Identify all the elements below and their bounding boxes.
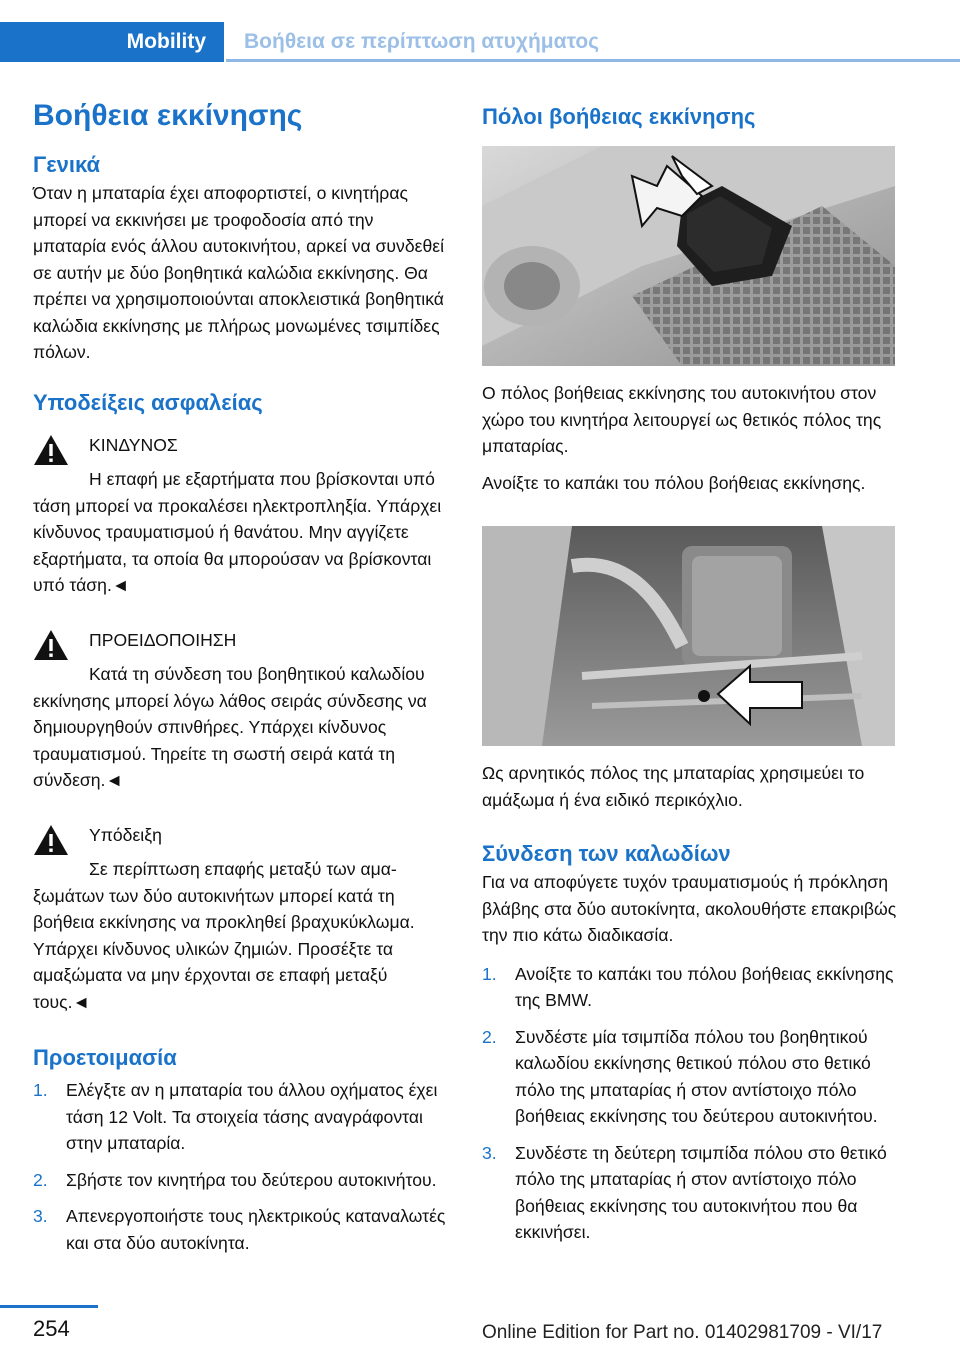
- warning-title: ΠΡΟΕΙΔΟΠΟΙΗΣΗ: [89, 629, 237, 650]
- list-item: [482, 961, 897, 1014]
- edition-text: Online Edition for Part no. 01402981709 - VI/17: [482, 1322, 883, 1343]
- engine-bay-photo-ground: [482, 526, 895, 746]
- warning-triangle-icon: [33, 824, 69, 856]
- warning-danger: [33, 432, 448, 599]
- list-number: 2.: [33, 1169, 48, 1190]
- list-item: [482, 1140, 897, 1246]
- negative-pole-text: Ως αρνητικός πόλος της μπαταρίας χρησιμεύει το αμάξωμα ή ένα ειδικό περικόχλιο.: [482, 763, 865, 810]
- list-text: Συνδέστε τη δεύτερη τσιμπίδα πόλου στο θετικό πόλο της μπαταρίας ή στον αντίστοιχο πόλο βοήθειας εκκίνησης του αυτοκινήτου που θα εκκινήσει.: [515, 1142, 887, 1242]
- list-item: [33, 1203, 448, 1256]
- page-number: 254: [33, 1316, 70, 1341]
- warning-triangle-icon: [33, 434, 69, 466]
- safety-heading: Υποδείξεις ασφαλείας: [33, 389, 263, 415]
- negative-ground-illustration: [482, 526, 895, 746]
- preparation-list: [33, 1077, 448, 1256]
- list-text: Ελέγξτε αν η μπαταρία του άλλου οχήματος έχει τάση 12 Volt. Τα στοιχεία τάσης αναγράφονται στην μπαταρία.: [66, 1080, 438, 1153]
- preparation-heading: Προετοιμασία: [33, 1045, 177, 1070]
- general-paragraph: Όταν η μπαταρία έχει αποφορτιστεί, ο κινητήρας μπορεί να εκκινήσει με τροφοδοσία από την μπαταρία ενός άλλου αυτοκινήτου, αρκεί να συνδεθεί σε αυτήν με δύο βοηθητικά καλώδια εκκίνησης. Θα πρέπει να χρησιμοποιούνται αποκλειστικά βοηθητικά καλώδια εκκίνησης με πλήρως μονωμένες τσιμπίδες πόλων.: [33, 183, 445, 362]
- warning-triangle-icon: [33, 629, 69, 661]
- page-title: Βοήθεια εκκίνησης: [33, 99, 303, 132]
- warning-text: Η επαφή με εξαρτήματα που βρίσκονται υπό τάση μπορεί να προκαλέσει ηλεκτροπληξία. Υπάρχει κίνδυνος τραυματισμού ή θανάτου. Μην αγγίζετε εξαρτήματα, τα οποία θα μπορούσαν να βρίσκονται υπό τάση.◄: [33, 469, 442, 595]
- connect-intro: Για να αποφύγετε τυχόν τραυματισμούς ή πρόκληση βλάβης στα δύο αυτοκίνητα, ακολουθήστε επακριβώς την πιο κάτω διαδικασία.: [482, 872, 897, 945]
- poles-heading: Πόλοι βοήθειας εκκίνησης: [482, 104, 756, 129]
- left-column: [33, 96, 448, 1266]
- list-text: Απενεργοποιήστε τους ηλεκτρικούς καταναλωτές και στα δύο αυτοκίνητα.: [66, 1206, 446, 1253]
- warning-caution: [33, 627, 448, 794]
- chapter-tab: Βοήθεια σε περίπτωση ατυχήματος: [226, 22, 960, 62]
- positive-pole-text: Ο πόλος βοήθειας εκκίνησης του αυτοκινήτου στον χώρο του κινητήρα λειτουργεί ως θετικός πόλος της μπαταρίας.: [482, 383, 882, 456]
- warning-title: Υπόδειξη: [89, 824, 162, 845]
- list-item: [33, 1167, 448, 1194]
- list-text: Συνδέστε μία τσιμπίδα πόλου του βοηθητικού καλωδίου εκκίνησης θετικού πόλου στο θετικό πόλο της μπαταρίας ή στον αντίστοιχο πόλο βοήθειας εκκίνησης του δεύτερου αυτοκινήτου.: [515, 1026, 878, 1126]
- footer-rule: [0, 1305, 98, 1308]
- list-item: [482, 1024, 897, 1130]
- warning-text: Σε περίπτωση επαφής μεταξύ των αμαξωμάτων των δύο αυτοκινήτων μπορεί κατά τη βοήθεια εκκίνησης να προκληθεί βραχυκύκλωμα. Υπάρχει κίνδυνος υλικών ζημιών. Προσέξτε τα αμαξώματα να μην έρχονται σε επαφή μεταξύ τους.◄: [33, 859, 415, 1012]
- list-number: 2.: [482, 1026, 497, 1047]
- general-heading: Γενικά: [33, 152, 101, 177]
- list-number: 1.: [482, 963, 497, 984]
- list-text: Ανοίξτε το καπάκι του πόλου βοήθειας εκκίνησης της BMW.: [515, 963, 894, 1010]
- page-header: [0, 0, 960, 62]
- list-text: Σβήστε τον κινητήρα του δεύτερου αυτοκινήτου.: [66, 1169, 437, 1190]
- right-column: [482, 96, 897, 1256]
- list-item: [33, 1077, 448, 1157]
- warning-notice: [33, 822, 448, 1016]
- section-tab: Mobility: [0, 22, 224, 62]
- list-number: 3.: [33, 1206, 48, 1226]
- open-cap-text: Ανοίξτε το καπάκι του πόλου βοήθειας εκκίνησης.: [482, 472, 866, 493]
- connect-heading: Σύνδεση των καλωδίων: [482, 841, 731, 866]
- engine-bay-photo-cap: [482, 146, 895, 366]
- warning-text: Κατά τη σύνδεση του βοηθητικού καλωδίου εκκίνησης μπορεί λόγω λάθος σειράς σύνδεσης να δημιουργηθούν σπινθήρες. Υπάρχει κίνδυνος τραυματισμού. Τηρείτε τη σωστή σειρά κατά τη σύνδεση.◄: [33, 664, 427, 790]
- positive-terminal-cap-illustration: [482, 146, 895, 366]
- list-number: 1.: [33, 1080, 48, 1100]
- warning-title: ΚΙΝΔΥΝΟΣ: [89, 434, 178, 455]
- connect-list: [482, 961, 897, 1246]
- list-number: 3.: [482, 1142, 497, 1163]
